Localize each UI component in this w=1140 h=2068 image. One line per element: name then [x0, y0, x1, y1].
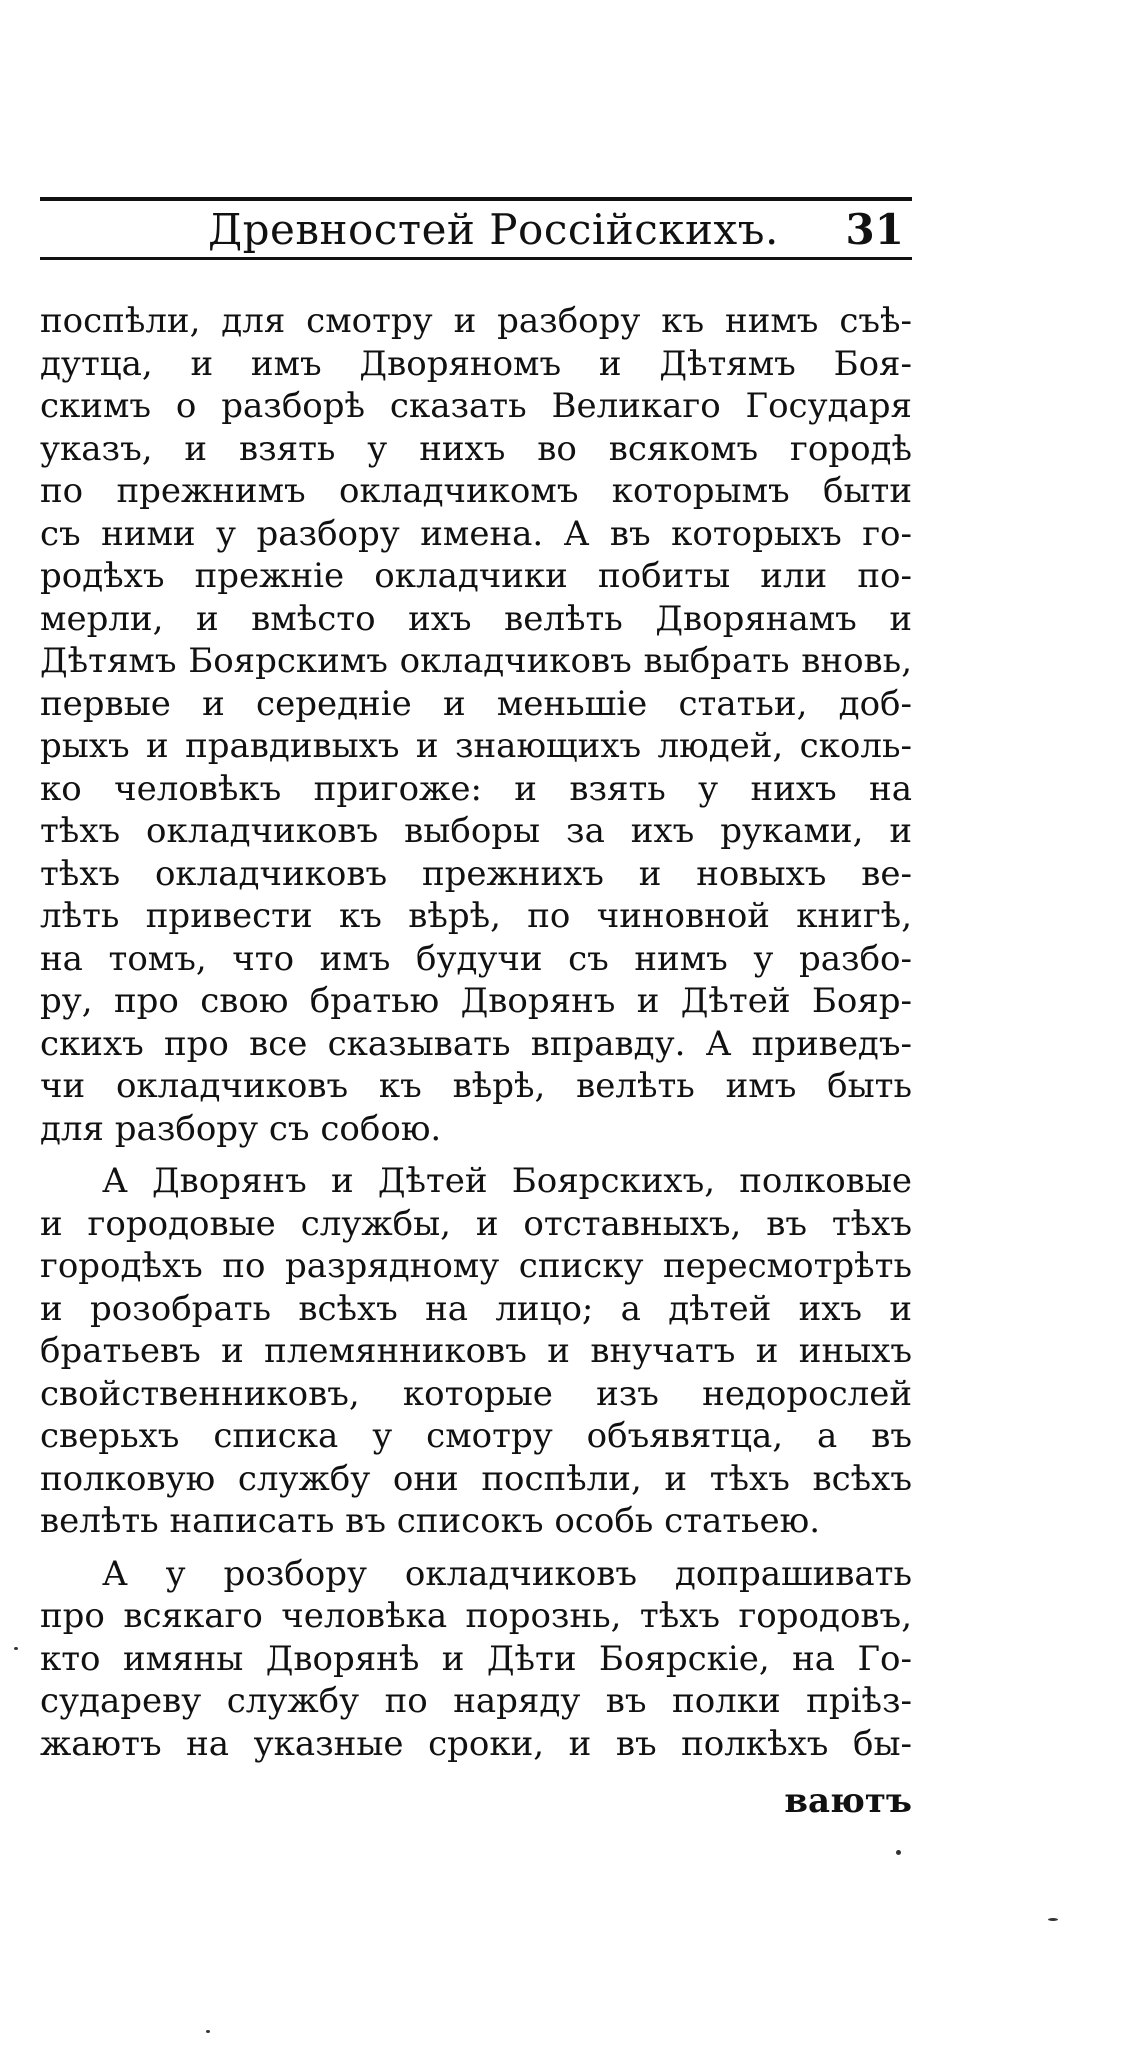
text-line: мерли, и вмѣсто ихъ велѣть Дворянамъ и [40, 598, 912, 639]
text-line: съ ними у разбору имена. А въ которыхъ го- [40, 513, 912, 554]
text-line: А Дворянъ и Дѣтей Боярскихъ, полковые [102, 1161, 912, 1201]
text-line: А у розбору окладчиковъ допрашивать [102, 1553, 912, 1594]
body-text [40, 300, 912, 1765]
page-number: 31 [845, 205, 904, 254]
text-line: про всякаго человѣка порознь, тѣхъ городовъ, [40, 1596, 912, 1636]
text-line: жаютъ на указные сроки, и въ полкѣхъ бы- [40, 1723, 912, 1764]
text-line: скихъ про все сказывать вправду. А приведъ- [40, 1023, 912, 1064]
text-line: полковую службу они поспѣли, и тѣхъ всѣхъ [40, 1458, 912, 1499]
catchword: ваютъ [784, 1781, 912, 1821]
running-head-title: Древностей Россійскихъ. [208, 205, 779, 254]
text-line: указъ, и взять у нихъ во всякомъ городѣ [40, 428, 912, 469]
text-line: на томъ, что имъ будучи съ нимъ у разбо- [40, 938, 912, 979]
text-line: рыхъ и правдивыхъ и знающихъ людей, сколь- [40, 726, 912, 766]
ink-speck [1048, 1918, 1058, 1921]
text-line: лѣть привести къ вѣрѣ, по чиновной книгѣ, [40, 896, 912, 936]
ink-speck [206, 2030, 210, 2033]
text-line: поспѣли, для смотру и разбору къ нимъ съѣ- [40, 301, 912, 341]
text-line: ру, про свою братью Дворянъ и Дѣтей Бояр- [40, 981, 912, 1021]
text-line: первые и середніе и меньшіе статьи, доб- [40, 683, 912, 724]
paragraph [40, 300, 912, 1150]
text-line: дутца, и имъ Дворяномъ и Дѣтямъ Боя- [40, 343, 912, 384]
text-line: и розобрать всѣхъ на лицо; а дѣтей ихъ и [40, 1288, 912, 1329]
running-head [40, 203, 912, 257]
text-line: для разбору съ собою. [40, 1108, 442, 1149]
text-line: городѣхъ по разрядному списку пересмотрѣть [40, 1246, 912, 1286]
ink-speck [14, 1647, 18, 1650]
text-line: родѣхъ прежніе окладчики побиты или по- [40, 556, 912, 596]
paragraph-gap [40, 1543, 912, 1553]
text-line: и городовые службы, и отставныхъ, въ тѣхъ [40, 1203, 912, 1244]
paragraph [40, 1553, 912, 1766]
text-line: судареву службу по наряду въ полки пріѣз- [40, 1681, 912, 1721]
text-line: Дѣтямъ Боярскимъ окладчиковъ выбрать вновь, [40, 641, 912, 681]
text-line: свойственниковъ, которые изъ недорослей [40, 1373, 912, 1414]
text-line: братьевъ и племянниковъ и внучатъ и иныхъ [40, 1331, 912, 1371]
paragraph [40, 1160, 912, 1543]
text-line: сверьхъ списка у смотру объявятца, а въ [40, 1416, 912, 1456]
text-line: тѣхъ окладчиковъ прежнихъ и новыхъ ве- [40, 853, 912, 894]
text-line: чи окладчиковъ къ вѣрѣ, велѣть имъ быть [40, 1066, 912, 1106]
text-line: скимъ о разборѣ сказать Великаго Государя [40, 386, 912, 426]
text-line: тѣхъ окладчиковъ выборы за ихъ руками, и [40, 811, 912, 851]
text-line: ко человѣкъ пригоже: и взять у нихъ на [40, 768, 912, 809]
text-line: велѣть написать въ списокъ особь статьею. [40, 1501, 821, 1541]
text-line: кто имяны Дворянѣ и Дѣти Боярскіе, на Го- [40, 1638, 912, 1679]
ink-speck [896, 1850, 901, 1855]
paragraph-gap [40, 1150, 912, 1160]
header-rule-bottom [40, 257, 912, 260]
header-rule-top [40, 197, 912, 201]
text-line: по прежнимъ окладчикомъ которымъ быти [40, 471, 912, 511]
